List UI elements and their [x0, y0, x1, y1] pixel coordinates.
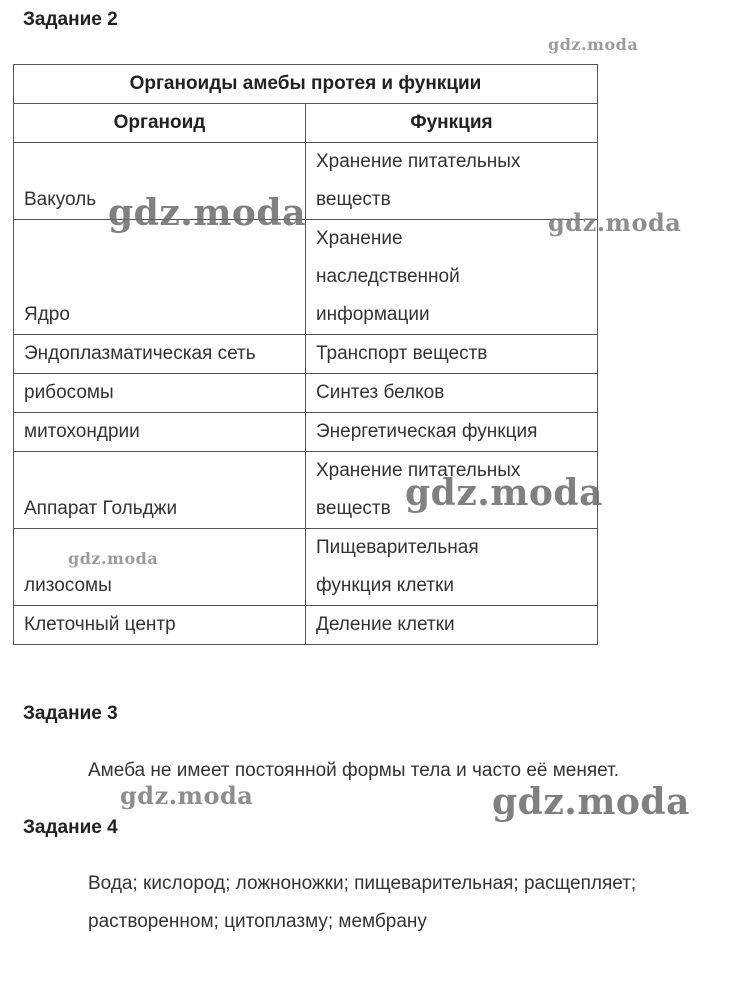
organoid-cell: Эндоплазматическая сеть — [14, 335, 306, 374]
task-2-heading: Задание 2 — [23, 9, 118, 30]
organoid-cell: рибосомы — [14, 374, 306, 413]
table-row — [14, 220, 598, 335]
function-line: Хранение питательных — [316, 460, 521, 481]
function-cell — [306, 529, 598, 606]
watermark: gdz.moda — [68, 549, 159, 568]
watermark: gdz.moda — [548, 35, 639, 54]
watermark: gdz.moda — [405, 472, 603, 514]
watermark: gdz.moda — [120, 781, 254, 810]
watermark: gdz.moda — [548, 208, 682, 237]
table-title: Органоиды амебы протея и функции — [14, 65, 598, 104]
organoid-cell: Клеточный центр — [14, 606, 306, 645]
organoid-cell: Ядро — [14, 220, 306, 335]
function-cell — [306, 374, 598, 413]
organoid-cell: митохондрии — [14, 413, 306, 452]
table-row — [14, 374, 598, 413]
function-line: Энергетическая функция — [316, 421, 538, 442]
organoid-cell: Вакуоль — [14, 143, 306, 220]
column-header-function: Функция — [306, 104, 598, 143]
function-line: веществ — [316, 498, 391, 519]
function-line: Пищеварительная — [316, 537, 479, 558]
function-line: информации — [316, 304, 430, 325]
function-line: наследственной — [316, 266, 460, 287]
function-line: функция клетки — [316, 575, 454, 596]
function-cell — [306, 606, 598, 645]
organoid-cell: Аппарат Гольджи — [14, 452, 306, 529]
function-line: Синтез белков — [316, 382, 445, 403]
function-line: Транспорт веществ — [316, 343, 488, 364]
organoid-cell: лизосомы — [14, 529, 306, 606]
column-header-organoid: Органоид — [14, 104, 306, 143]
function-line: веществ — [316, 189, 391, 210]
watermark: gdz.moda — [108, 192, 306, 234]
table-row — [14, 606, 598, 645]
table-row — [14, 413, 598, 452]
function-cell — [306, 335, 598, 374]
answer-line: растворенном; цитоплазму; мембрану — [88, 911, 427, 932]
function-cell — [306, 413, 598, 452]
task-3-answer: Амеба не имеет постоянной формы тела и часто её меняет. — [88, 760, 619, 781]
task-4-answer — [88, 865, 728, 941]
task-4-heading: Задание 4 — [23, 817, 118, 838]
watermark: gdz.moda — [492, 781, 690, 823]
function-line: Хранение питательных — [316, 151, 521, 172]
task-3-heading: Задание 3 — [23, 703, 118, 724]
table-row — [14, 335, 598, 374]
function-line: Деление клетки — [316, 614, 455, 635]
function-line: Хранение — [316, 228, 403, 249]
answer-line: Вода; кислород; ложноножки; пищеварительная; расщепляет; — [88, 873, 637, 894]
